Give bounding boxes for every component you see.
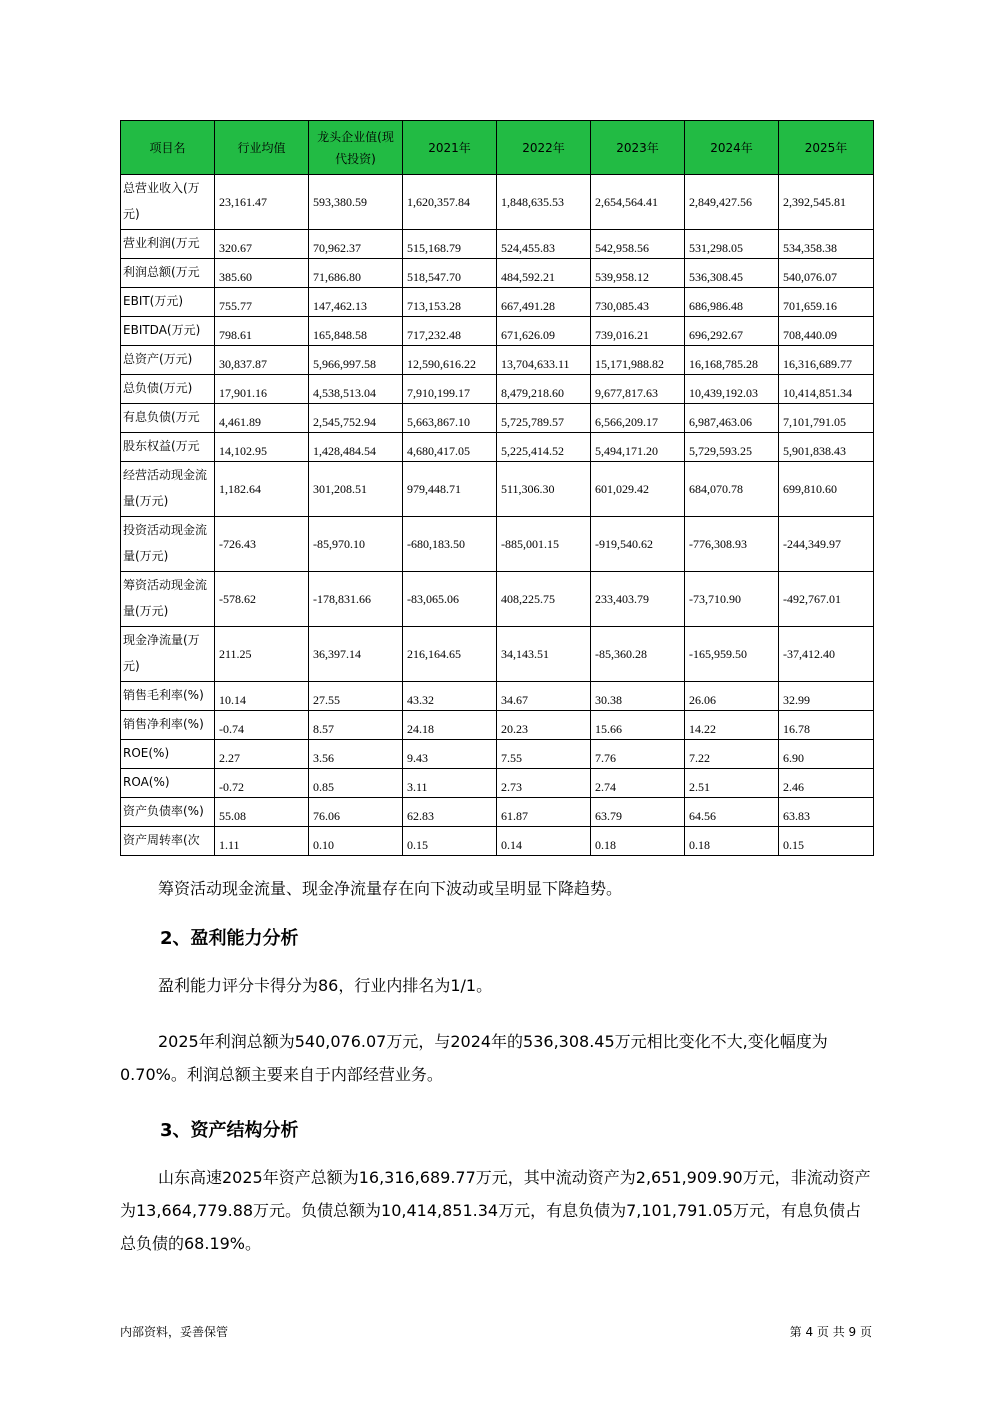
table-cell: 70,962.37 xyxy=(309,230,403,259)
section-heading-profitability: 2、盈利能力分析 xyxy=(160,928,299,949)
row-label: 总负债(万元) xyxy=(121,375,215,404)
table-cell: 6,566,209.17 xyxy=(591,404,685,433)
table-cell: 2,849,427.56 xyxy=(685,175,779,230)
table-cell: 30,837.87 xyxy=(215,346,309,375)
paragraph-profit-total: 2025年利润总额为540,076.07万元，与2024年的536,308.45万元相比变化不大,变化幅度为0.70%。利润总额主要来自于内部经营业务。 xyxy=(120,1032,828,1084)
table-cell: 708,440.09 xyxy=(779,317,874,346)
table-cell: 1,428,484.54 xyxy=(309,433,403,462)
table-cell: 16,316,689.77 xyxy=(779,346,874,375)
table-row xyxy=(121,798,874,827)
paragraph-asset-structure: 山东高速2025年资产总额为16,316,689.77万元，其中流动资产为2,651,909.90万元，非流动资产为13,664,779.88万元。负债总额为10,414,851.34万元，有息负债为7,101,791.05万元，有息负债占总负债的68.19%。 xyxy=(120,1168,871,1253)
table-cell: 755.77 xyxy=(215,288,309,317)
table-cell: 7,910,199.17 xyxy=(403,375,497,404)
row-label: 筹资活动现金流量(万元) xyxy=(121,572,215,627)
table-cell: 10,439,192.03 xyxy=(685,375,779,404)
table-cell: 1,848,635.53 xyxy=(497,175,591,230)
table-cell: 4,680,417.05 xyxy=(403,433,497,462)
table-cell: 27.55 xyxy=(309,682,403,711)
col-header: 2024年 xyxy=(685,121,779,175)
table-row xyxy=(121,175,874,230)
table-cell: 8,479,218.60 xyxy=(497,375,591,404)
table-row xyxy=(121,288,874,317)
table-cell: 16,168,785.28 xyxy=(685,346,779,375)
table-cell: 5,494,171.20 xyxy=(591,433,685,462)
table-cell: 10,414,851.34 xyxy=(779,375,874,404)
table-row xyxy=(121,627,874,682)
table-cell: 26.06 xyxy=(685,682,779,711)
table-cell: -0.72 xyxy=(215,769,309,798)
table-cell: 233,403.79 xyxy=(591,572,685,627)
financial-data-table xyxy=(120,120,874,856)
table-row xyxy=(121,769,874,798)
table-cell: 34.67 xyxy=(497,682,591,711)
table-row xyxy=(121,317,874,346)
table-row xyxy=(121,259,874,288)
paragraph-cashflow-trend: 筹资活动现金流量、现金净流量存在向下波动或呈明显下降趋势。 xyxy=(158,879,623,898)
table-cell: 1,620,357.84 xyxy=(403,175,497,230)
table-cell: 24.18 xyxy=(403,711,497,740)
table-cell: 408,225.75 xyxy=(497,572,591,627)
table-cell: 14.22 xyxy=(685,711,779,740)
row-label: 总营业收入(万元) xyxy=(121,175,215,230)
table-cell: -37,412.40 xyxy=(779,627,874,682)
table-cell: 667,491.28 xyxy=(497,288,591,317)
table-cell: 0.15 xyxy=(403,827,497,856)
row-label: ROA(%) xyxy=(121,769,215,798)
table-row xyxy=(121,740,874,769)
table-cell: 671,626.09 xyxy=(497,317,591,346)
table-cell: 8.57 xyxy=(309,711,403,740)
table-cell: 4,461.89 xyxy=(215,404,309,433)
table-cell: 20.23 xyxy=(497,711,591,740)
col-header: 2021年 xyxy=(403,121,497,175)
table-cell: 511,306.30 xyxy=(497,462,591,517)
table-row xyxy=(121,827,874,856)
table-cell: 3.11 xyxy=(403,769,497,798)
table-cell: 7.55 xyxy=(497,740,591,769)
row-label: 销售净利率(%) xyxy=(121,711,215,740)
table-cell: 17,901.16 xyxy=(215,375,309,404)
table-cell: 0.10 xyxy=(309,827,403,856)
table-cell: 211.25 xyxy=(215,627,309,682)
row-label: ROE(%) xyxy=(121,740,215,769)
table-cell: 76.06 xyxy=(309,798,403,827)
table-cell: 2,654,564.41 xyxy=(591,175,685,230)
table-cell: 43.32 xyxy=(403,682,497,711)
table-cell: 7.22 xyxy=(685,740,779,769)
table-cell: -244,349.97 xyxy=(779,517,874,572)
table-cell: 10.14 xyxy=(215,682,309,711)
table-cell: 0.85 xyxy=(309,769,403,798)
table-cell: 699,810.60 xyxy=(779,462,874,517)
table-cell: 16.78 xyxy=(779,711,874,740)
table-cell: 0.15 xyxy=(779,827,874,856)
paragraph-profitability-score: 盈利能力评分卡得分为86，行业内排名为1/1。 xyxy=(158,976,493,995)
table-cell: 62.83 xyxy=(403,798,497,827)
table-cell: 539,958.12 xyxy=(591,259,685,288)
table-cell: 6.90 xyxy=(779,740,874,769)
table-cell: 36,397.14 xyxy=(309,627,403,682)
table-row xyxy=(121,462,874,517)
table-cell: 32.99 xyxy=(779,682,874,711)
footer-page-number: 第 4 页 共 9 页 xyxy=(789,1325,872,1339)
row-label: 资产负债率(%) xyxy=(121,798,215,827)
table-cell: 34,143.51 xyxy=(497,627,591,682)
table-cell: 147,462.13 xyxy=(309,288,403,317)
table-cell: 61.87 xyxy=(497,798,591,827)
table-cell: 2,545,752.94 xyxy=(309,404,403,433)
table-header-row xyxy=(121,121,874,175)
table-cell: 717,232.48 xyxy=(403,317,497,346)
row-label: 投资活动现金流量(万元) xyxy=(121,517,215,572)
table-cell: -83,065.06 xyxy=(403,572,497,627)
table-cell: 13,704,633.11 xyxy=(497,346,591,375)
table-cell: 3.56 xyxy=(309,740,403,769)
table-cell: 30.38 xyxy=(591,682,685,711)
table-cell: 301,208.51 xyxy=(309,462,403,517)
table-cell: 2.51 xyxy=(685,769,779,798)
table-cell: 713,153.28 xyxy=(403,288,497,317)
table-cell: 2.74 xyxy=(591,769,685,798)
row-label: 销售毛利率(%) xyxy=(121,682,215,711)
table-cell: 534,358.38 xyxy=(779,230,874,259)
table-cell: 798.61 xyxy=(215,317,309,346)
table-cell: 686,986.48 xyxy=(685,288,779,317)
table-cell: 684,070.78 xyxy=(685,462,779,517)
row-label: 总资产(万元) xyxy=(121,346,215,375)
table-cell: 23,161.47 xyxy=(215,175,309,230)
table-cell: 9.43 xyxy=(403,740,497,769)
row-label: 股东权益(万元 xyxy=(121,433,215,462)
table-row xyxy=(121,682,874,711)
table-cell: 601,029.42 xyxy=(591,462,685,517)
table-cell: 5,225,414.52 xyxy=(497,433,591,462)
table-cell: 6,987,463.06 xyxy=(685,404,779,433)
table-cell: -919,540.62 xyxy=(591,517,685,572)
table-cell: 0.18 xyxy=(591,827,685,856)
row-label: EBIT(万元) xyxy=(121,288,215,317)
table-row xyxy=(121,572,874,627)
table-cell: 5,966,997.58 xyxy=(309,346,403,375)
col-header: 2025年 xyxy=(779,121,874,175)
row-label: 营业利润(万元 xyxy=(121,230,215,259)
table-cell: -492,767.01 xyxy=(779,572,874,627)
table-cell: 63.79 xyxy=(591,798,685,827)
table-cell: 15.66 xyxy=(591,711,685,740)
table-cell: -726.43 xyxy=(215,517,309,572)
table-cell: 979,448.71 xyxy=(403,462,497,517)
table-cell: 531,298.05 xyxy=(685,230,779,259)
table-cell: 696,292.67 xyxy=(685,317,779,346)
table-cell: 540,076.07 xyxy=(779,259,874,288)
table-row xyxy=(121,711,874,740)
table-row xyxy=(121,517,874,572)
table-cell: -178,831.66 xyxy=(309,572,403,627)
table-cell: -73,710.90 xyxy=(685,572,779,627)
table-cell: 515,168.79 xyxy=(403,230,497,259)
table-cell: -0.74 xyxy=(215,711,309,740)
row-label: 有息负债(万元 xyxy=(121,404,215,433)
table-cell: 216,164.65 xyxy=(403,627,497,682)
table-cell: -85,970.10 xyxy=(309,517,403,572)
col-header: 2022年 xyxy=(497,121,591,175)
col-header: 项目名 xyxy=(121,121,215,175)
col-header: 龙头企业值(现代投资) xyxy=(309,121,403,175)
table-cell: 0.14 xyxy=(497,827,591,856)
row-label: 利润总额(万元 xyxy=(121,259,215,288)
table-cell: 536,308.45 xyxy=(685,259,779,288)
table-cell: 2.27 xyxy=(215,740,309,769)
table-cell: 5,725,789.57 xyxy=(497,404,591,433)
table-cell: -165,959.50 xyxy=(685,627,779,682)
row-label: 资产周转率(次 xyxy=(121,827,215,856)
table-cell: 524,455.83 xyxy=(497,230,591,259)
table-cell: 71,686.80 xyxy=(309,259,403,288)
table-cell: -885,001.15 xyxy=(497,517,591,572)
table-cell: 518,547.70 xyxy=(403,259,497,288)
table-cell: 165,848.58 xyxy=(309,317,403,346)
table-row xyxy=(121,404,874,433)
table-cell: 0.18 xyxy=(685,827,779,856)
table-cell: 739,016.21 xyxy=(591,317,685,346)
table-cell: 593,380.59 xyxy=(309,175,403,230)
table-cell: 2.73 xyxy=(497,769,591,798)
table-cell: 5,663,867.10 xyxy=(403,404,497,433)
row-label: 现金净流量(万元) xyxy=(121,627,215,682)
table-cell: 2,392,545.81 xyxy=(779,175,874,230)
table-cell: 63.83 xyxy=(779,798,874,827)
table-cell: 484,592.21 xyxy=(497,259,591,288)
table-cell: 15,171,988.82 xyxy=(591,346,685,375)
table-cell: 64.56 xyxy=(685,798,779,827)
table-cell: 1,182.64 xyxy=(215,462,309,517)
table-cell: -578.62 xyxy=(215,572,309,627)
table-cell: 320.67 xyxy=(215,230,309,259)
table-cell: 55.08 xyxy=(215,798,309,827)
table-cell: 7,101,791.05 xyxy=(779,404,874,433)
col-header: 2023年 xyxy=(591,121,685,175)
table-cell: 730,085.43 xyxy=(591,288,685,317)
table-row xyxy=(121,433,874,462)
table-row xyxy=(121,375,874,404)
table-cell: 5,901,838.43 xyxy=(779,433,874,462)
section-heading-asset-structure: 3、资产结构分析 xyxy=(160,1120,299,1141)
table-cell: -776,308.93 xyxy=(685,517,779,572)
table-cell: 12,590,616.22 xyxy=(403,346,497,375)
col-header: 行业均值 xyxy=(215,121,309,175)
table-cell: 7.76 xyxy=(591,740,685,769)
row-label: 经营活动现金流量(万元) xyxy=(121,462,215,517)
table-body xyxy=(121,175,874,856)
table-cell: 9,677,817.63 xyxy=(591,375,685,404)
table-cell: -85,360.28 xyxy=(591,627,685,682)
table-row xyxy=(121,346,874,375)
table-cell: 1.11 xyxy=(215,827,309,856)
row-label: EBITDA(万元) xyxy=(121,317,215,346)
table-row xyxy=(121,230,874,259)
table-cell: 2.46 xyxy=(779,769,874,798)
table-cell: 385.60 xyxy=(215,259,309,288)
table-cell: -680,183.50 xyxy=(403,517,497,572)
table-cell: 701,659.16 xyxy=(779,288,874,317)
table-cell: 5,729,593.25 xyxy=(685,433,779,462)
footer-confidential: 内部资料，妥善保管 xyxy=(120,1325,229,1339)
table-cell: 4,538,513.04 xyxy=(309,375,403,404)
table-cell: 542,958.56 xyxy=(591,230,685,259)
table-cell: 14,102.95 xyxy=(215,433,309,462)
